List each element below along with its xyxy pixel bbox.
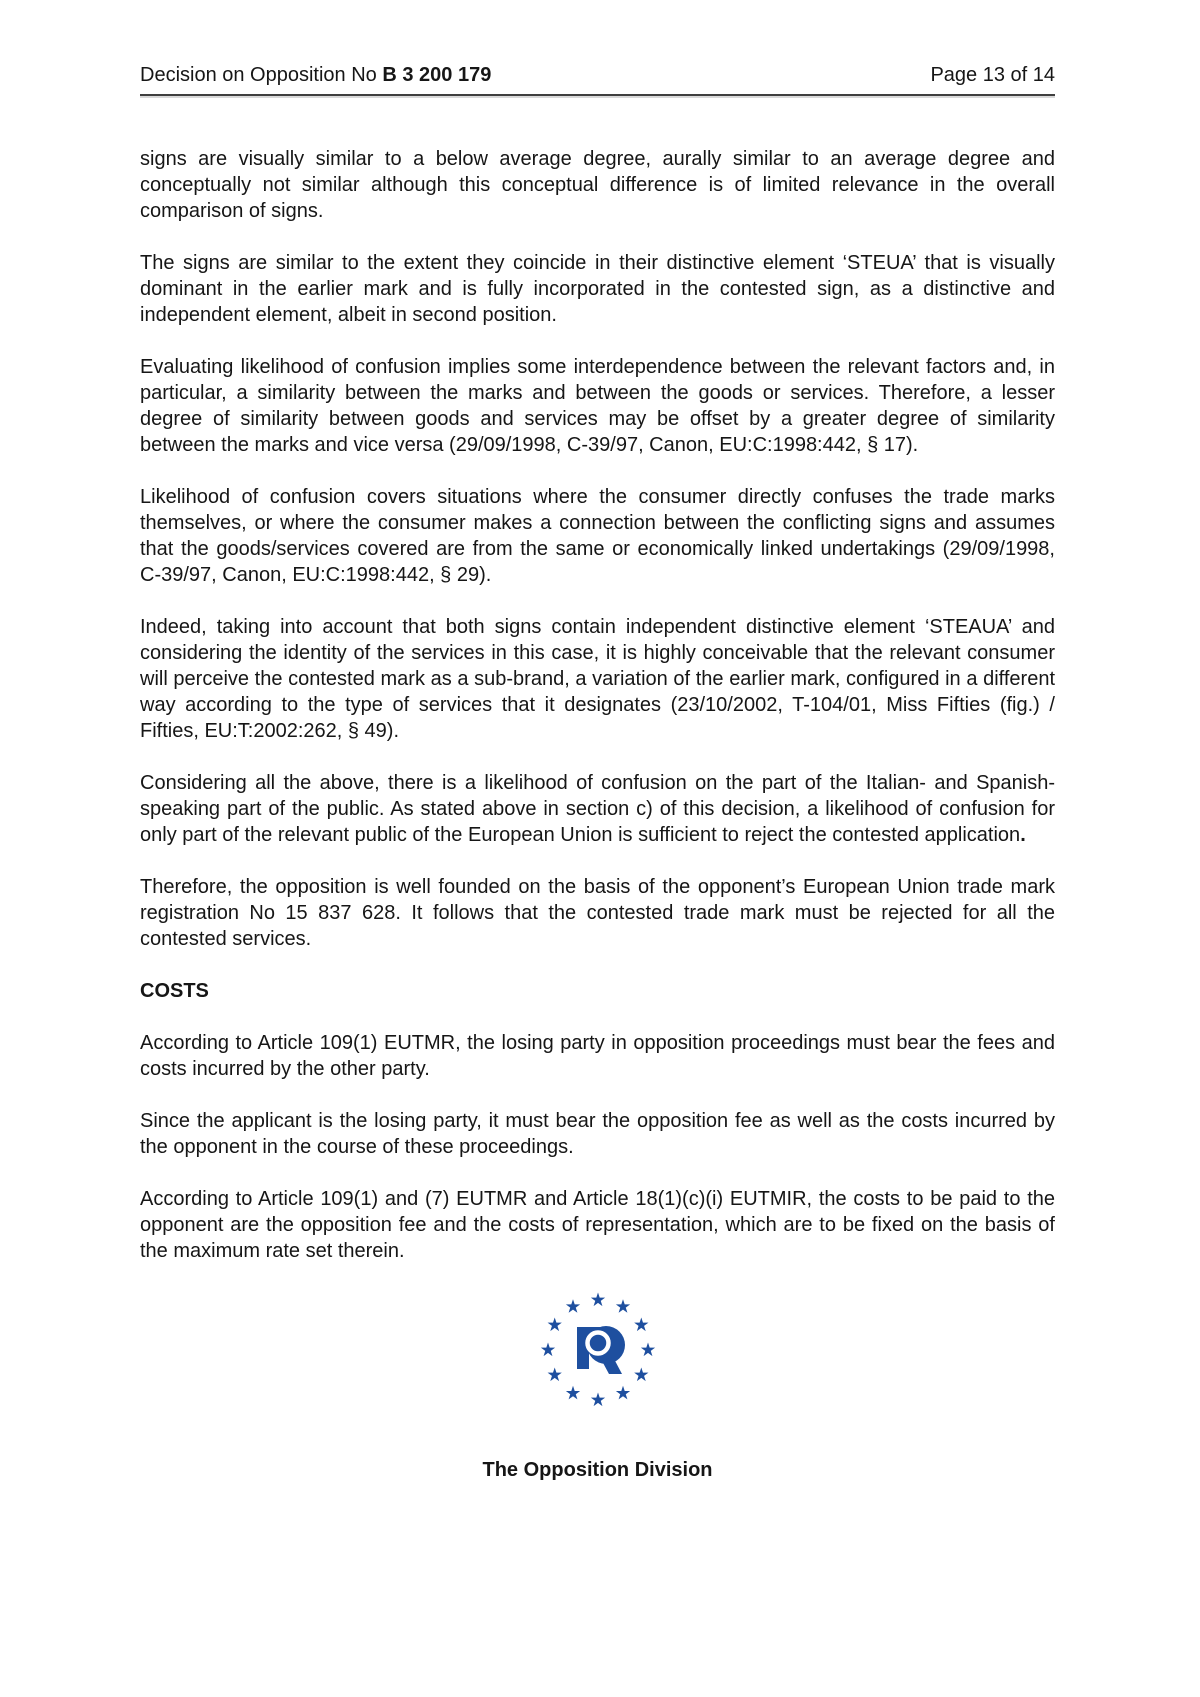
euipo-stars-r-icon	[538, 1290, 658, 1410]
paragraph-1: signs are visually similar to a below average degree, aurally similar to an average degree and conceptually not similar although this conceptual difference is of limited relevance in the overall comparison of signs.	[140, 148, 1055, 222]
costs-heading: COSTS	[140, 980, 209, 1002]
costs-paragraph-2: Since the applicant is the losing party, it must bear the opposition fee as well as the costs incurred by the opponent in the course of these proceedings.	[140, 1110, 1055, 1158]
euipo-logo	[538, 1290, 658, 1417]
document-title	[140, 62, 491, 88]
paragraph-2: The signs are similar to the extent they coincide in their distinctive element ‘STEUA’ that is visually dominant in the earlier mark and is fully incorporated in the contested sign, as a distinctive and independent element, albeit in second position.	[140, 252, 1055, 326]
document-body	[140, 146, 1055, 1483]
page-header	[140, 62, 1055, 96]
signature-line: The Opposition Division	[482, 1459, 713, 1481]
paragraph-6	[140, 770, 1055, 848]
costs-paragraph-3: According to Article 109(1) and (7) EUTMR and Article 18(1)(c)(i) EUTMIR, the costs to be paid to the opponent are the opposition fee and the costs of representation, which are to be fixed on the basis of the maximum rate set therein.	[140, 1188, 1055, 1262]
paragraph-3: Evaluating likelihood of confusion implies some interdependence between the relevant factors and, in particular, a similarity between the marks and between the goods or services. Therefore, a lesser degree of similarity between goods and services may be offset by a greater degree of similarity between the marks and vice versa (29/09/1998, C-39/97, Canon, EU:C:1998:442, § 17).	[140, 356, 1055, 456]
document-title-prefix: Decision on Opposition No	[140, 64, 383, 86]
paragraph-6-text: Considering all the above, there is a likelihood of confusion on the part of the Italian- and Spanish- speaking part of the public. As stated above in section c) of this decision, a likelihood of confusion for only part of the relevant public of the European Union is sufficient to reject the contested application	[140, 772, 1055, 846]
paragraph-7: Therefore, the opposition is well founded on the basis of the opponent’s European Union trade mark registration No 15 837 628. It follows that the contested trade mark must be rejected for all the contested services.	[140, 876, 1055, 950]
costs-paragraph-1: According to Article 109(1) EUTMR, the losing party in opposition proceedings must bear the fees and costs incurred by the other party.	[140, 1032, 1055, 1080]
r-mark-icon	[577, 1326, 625, 1374]
page-indicator: Page 13 of 14	[930, 64, 1055, 86]
paragraph-6-bold-period: .	[1020, 824, 1026, 846]
opposition-number: B 3 200 179	[382, 64, 492, 86]
paragraph-4: Likelihood of confusion covers situations where the consumer directly confuses the trade marks themselves, or where the consumer makes a connection between the conflicting signs and assumes that the goods/services covered are from the same or economically linked undertakings (29/09/1998, C-39/97, Canon, EU:C:1998:442, § 29).	[140, 486, 1055, 586]
paragraph-5: Indeed, taking into account that both signs contain independent distinctive element ‘STEAUA’ and considering the identity of the services in this case, it is highly conceivable that the relevant consumer will perceive the contested mark as a sub-brand, a variation of the earlier mark, configured in a different way according to the type of services that it designates (23/10/2002, T-104/01, Miss Fifties (fig.) / Fifties, EU:T:2002:262, § 49).	[140, 616, 1055, 742]
